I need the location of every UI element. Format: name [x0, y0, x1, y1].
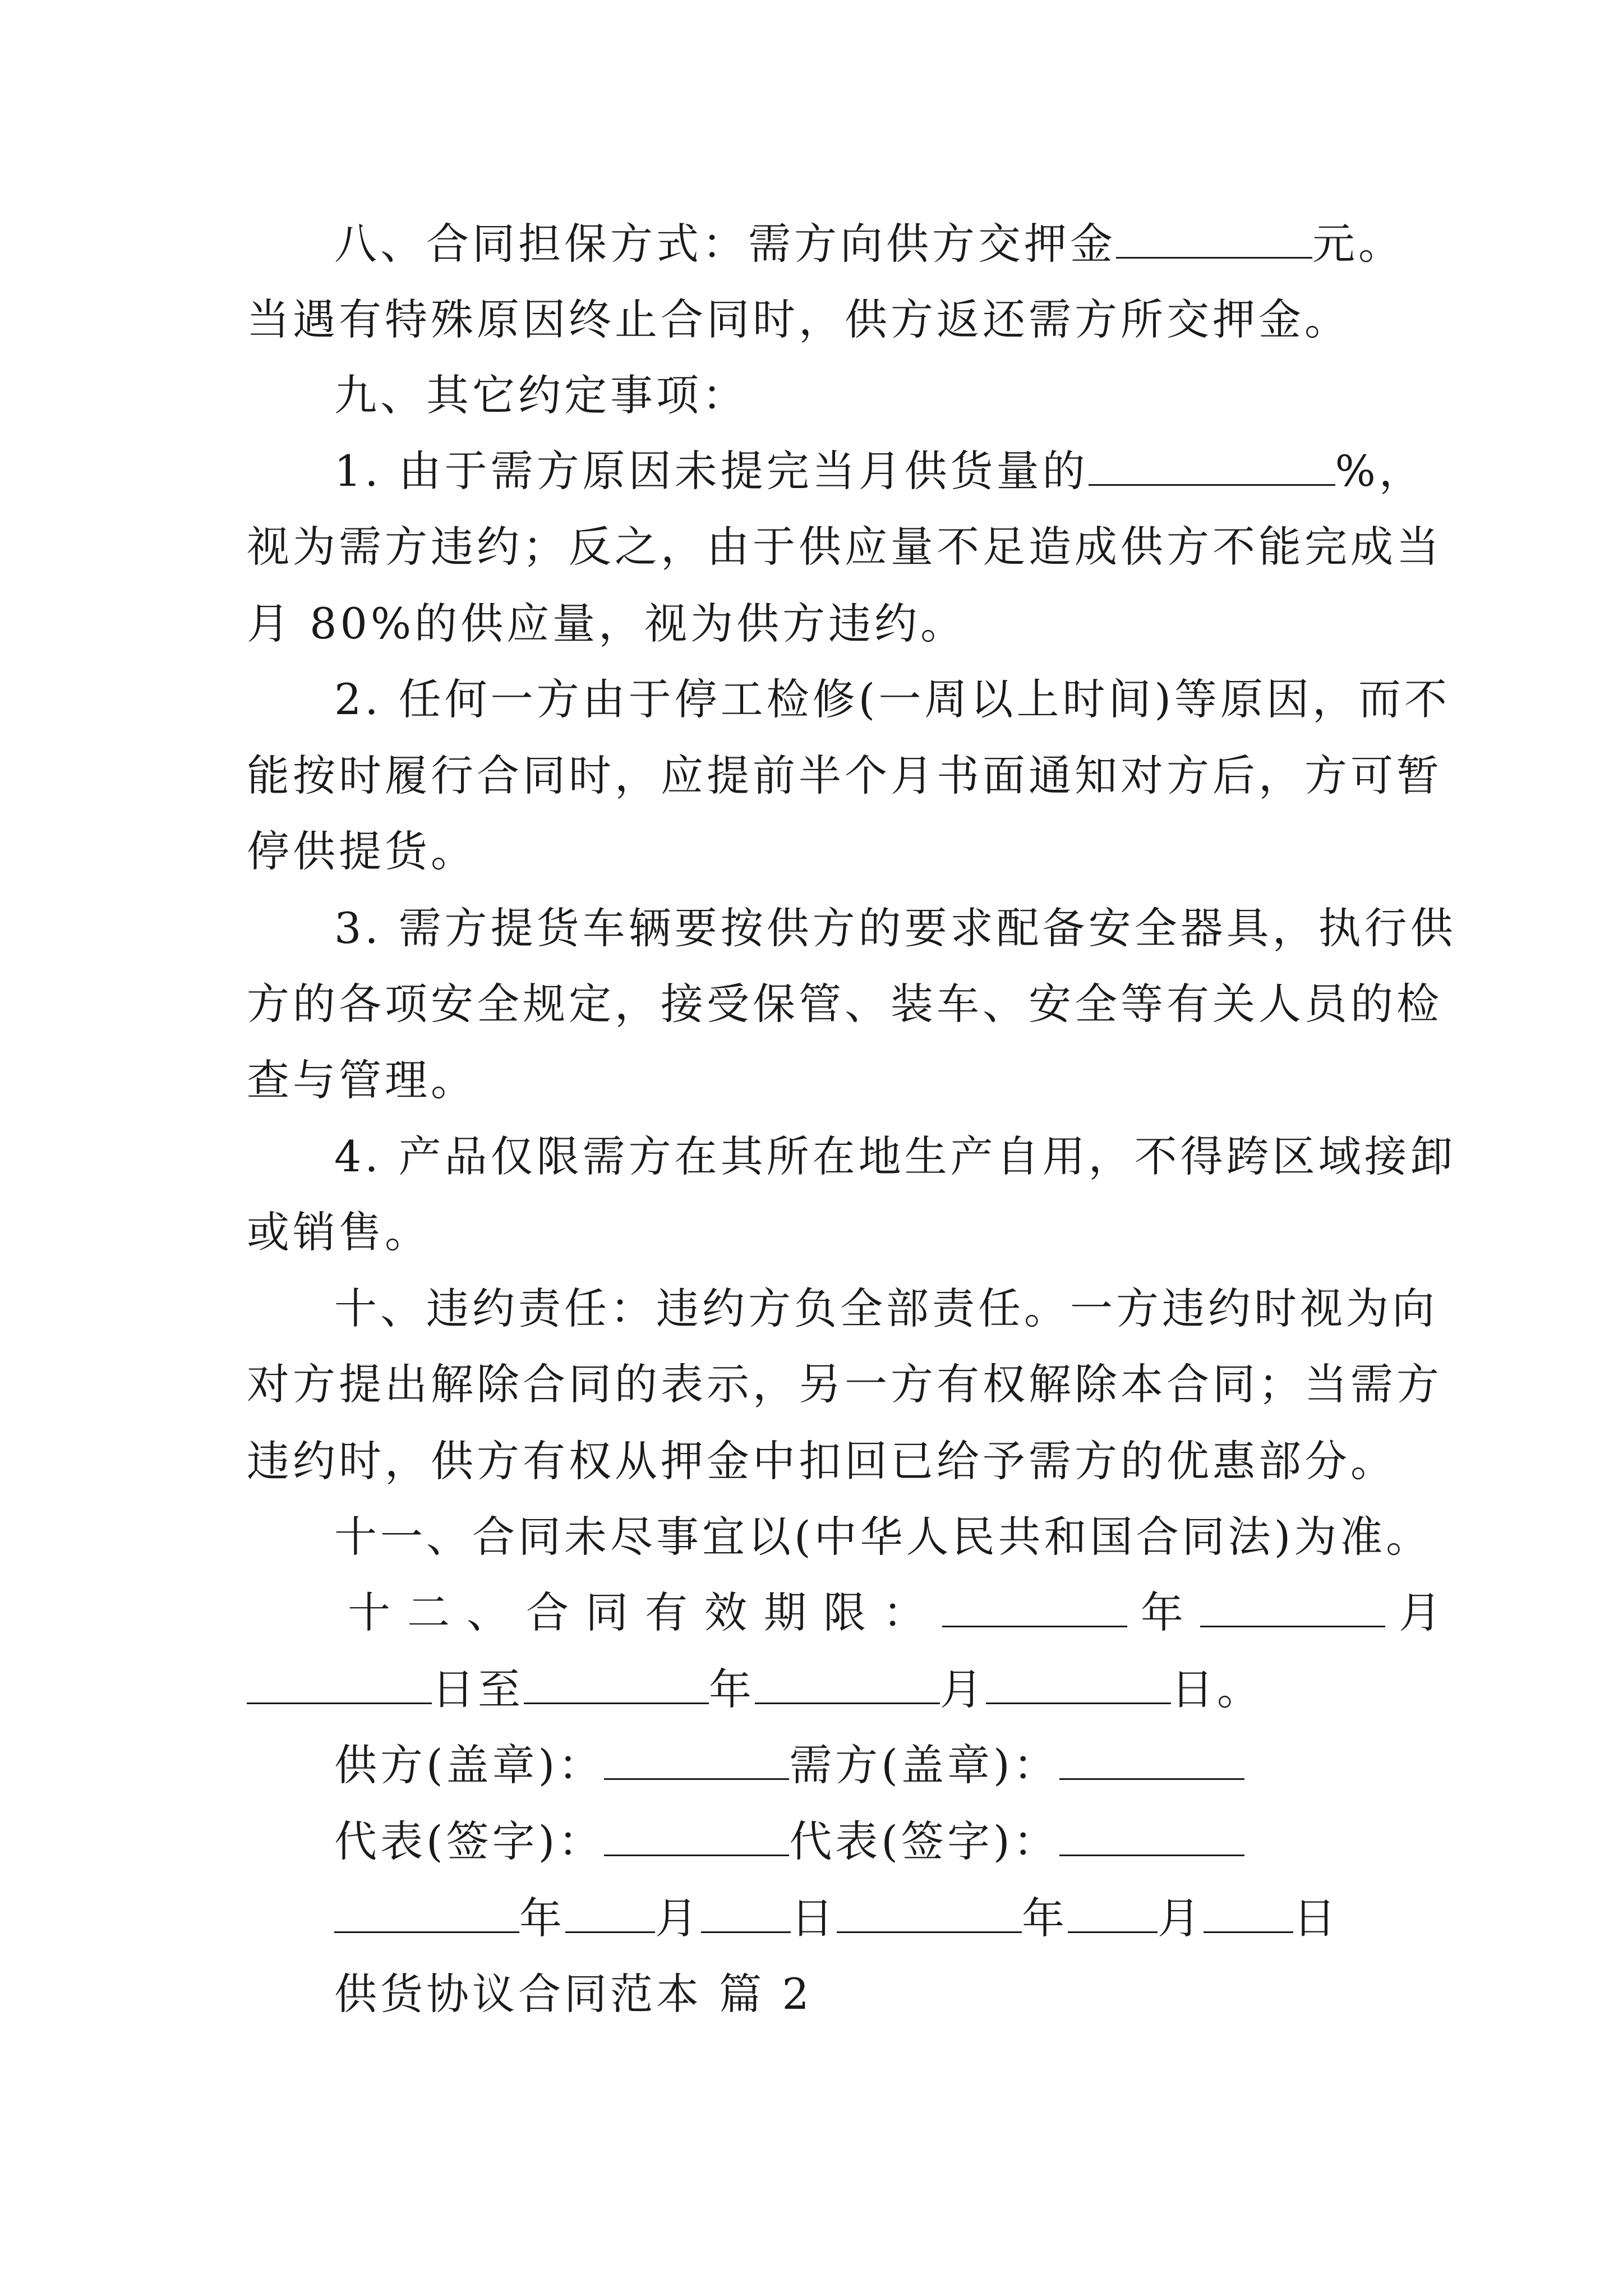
supplier-day-blank[interactable]	[701, 1895, 791, 1933]
supplier-year-blank[interactable]	[334, 1895, 519, 1933]
clause-10-line-2: 对方提出解除合同的表示，另一方有权解除本合同；当需方	[247, 1359, 1442, 1409]
item-4-line-2: 或销售。	[247, 1207, 431, 1257]
item-1-line-3: 月 80%的供应量，视为供方违约。	[247, 599, 967, 648]
clause-10-line-3: 违约时，供方有权从押金中扣回已给予需方的优惠部分。	[247, 1436, 1396, 1486]
start-year-blank[interactable]	[942, 1590, 1127, 1627]
buyer-seal-label: 需方(盖章)：	[789, 1740, 1059, 1790]
item-2-line-2: 能按时履行合同时，应提前半个月书面通知对方后，方可暂	[247, 751, 1442, 800]
clause-8-line-2: 当遇有特殊原因终止合同时，供方返还需方所交押金。	[247, 295, 1350, 344]
buyer-month-label: 月	[1158, 1893, 1204, 1943]
item-3-line-1: 3. 需方提货车辆要按供方的要求配备安全器具，执行供	[334, 903, 1456, 953]
seal-line	[334, 1737, 1478, 1793]
end-year-blank[interactable]	[524, 1667, 709, 1704]
end-year-label: 年	[709, 1664, 755, 1714]
supplier-month-label: 月	[655, 1893, 701, 1943]
end-month-label: 月	[940, 1664, 986, 1714]
next-section-heading: 供货协议合同范本 篇 2	[334, 1969, 813, 2019]
buyer-year-blank[interactable]	[837, 1895, 1022, 1933]
item-3-line-2: 方的各项安全规定，接受保管、装车、安全等有关人员的检	[247, 979, 1442, 1029]
supplier-year-label: 年	[519, 1893, 565, 1943]
end-day-blank[interactable]	[986, 1667, 1171, 1704]
item-1-line-1	[334, 443, 1478, 499]
buyer-seal-blank[interactable]	[1059, 1742, 1244, 1780]
item-1-text: 1. 由于需方原因未提完当月供货量的	[334, 446, 1089, 496]
deposit-amount-blank[interactable]	[1116, 221, 1312, 259]
item-2-line-3: 停供提货。	[247, 826, 477, 876]
start-month-blank[interactable]	[1200, 1590, 1385, 1627]
item-2-line-1: 2. 任何一方由于停工检修(一周以上时间)等原因，而不	[334, 674, 1450, 724]
buyer-day-label: 日	[1293, 1893, 1339, 1943]
supplier-rep-blank[interactable]	[604, 1819, 789, 1856]
start-year-label: 年	[1141, 1588, 1187, 1637]
day-to-label: 日至	[432, 1664, 524, 1714]
supplier-rep-label: 代表(签字)：	[334, 1816, 605, 1866]
clause-8-line-1	[334, 216, 1478, 272]
clause-8-text: 八、合同担保方式：需方向供方交押金	[334, 219, 1116, 269]
end-day-label: 日。	[1171, 1664, 1263, 1714]
clause-10-line-1: 十、违约责任：违约方负全部责任。一方违约时视为向	[334, 1283, 1438, 1333]
supplier-seal-label: 供方(盖章)：	[334, 1740, 605, 1790]
end-month-blank[interactable]	[755, 1667, 940, 1704]
item-1-line-2: 视为需方违约；反之，由于供应量不足造成供方不能完成当	[247, 522, 1442, 572]
buyer-rep-label: 代表(签字)：	[789, 1816, 1059, 1866]
supplier-month-blank[interactable]	[565, 1895, 655, 1933]
buyer-rep-blank[interactable]	[1059, 1819, 1244, 1856]
clause-12-line-2	[247, 1662, 1391, 1718]
buyer-month-blank[interactable]	[1068, 1895, 1158, 1933]
clause-8-unit: 元。	[1312, 219, 1404, 269]
clause-9-title: 九、其它约定事项：	[334, 370, 748, 420]
percent-blank[interactable]	[1089, 448, 1335, 486]
supplier-seal-blank[interactable]	[604, 1742, 789, 1780]
buyer-year-label: 年	[1022, 1893, 1068, 1943]
start-month-label: 月	[1399, 1588, 1445, 1637]
sign-line	[334, 1814, 1478, 1870]
buyer-day-blank[interactable]	[1204, 1895, 1293, 1933]
item-1-percent: %，	[1335, 446, 1425, 496]
item-4-line-1: 4. 产品仅限需方在其所在地生产自用，不得跨区域接卸	[334, 1131, 1456, 1181]
start-day-blank[interactable]	[247, 1667, 432, 1704]
clause-11: 十一、合同未尽事宜以(中华人民共和国合同法)为准。	[334, 1512, 1432, 1562]
clause-12-line-1	[348, 1585, 1492, 1641]
signing-date-line	[334, 1890, 1478, 1947]
clause-12-label: 十二、合同有效期限：	[348, 1588, 942, 1637]
supplier-day-label: 日	[791, 1893, 837, 1943]
item-3-line-3: 查与管理。	[247, 1055, 477, 1105]
